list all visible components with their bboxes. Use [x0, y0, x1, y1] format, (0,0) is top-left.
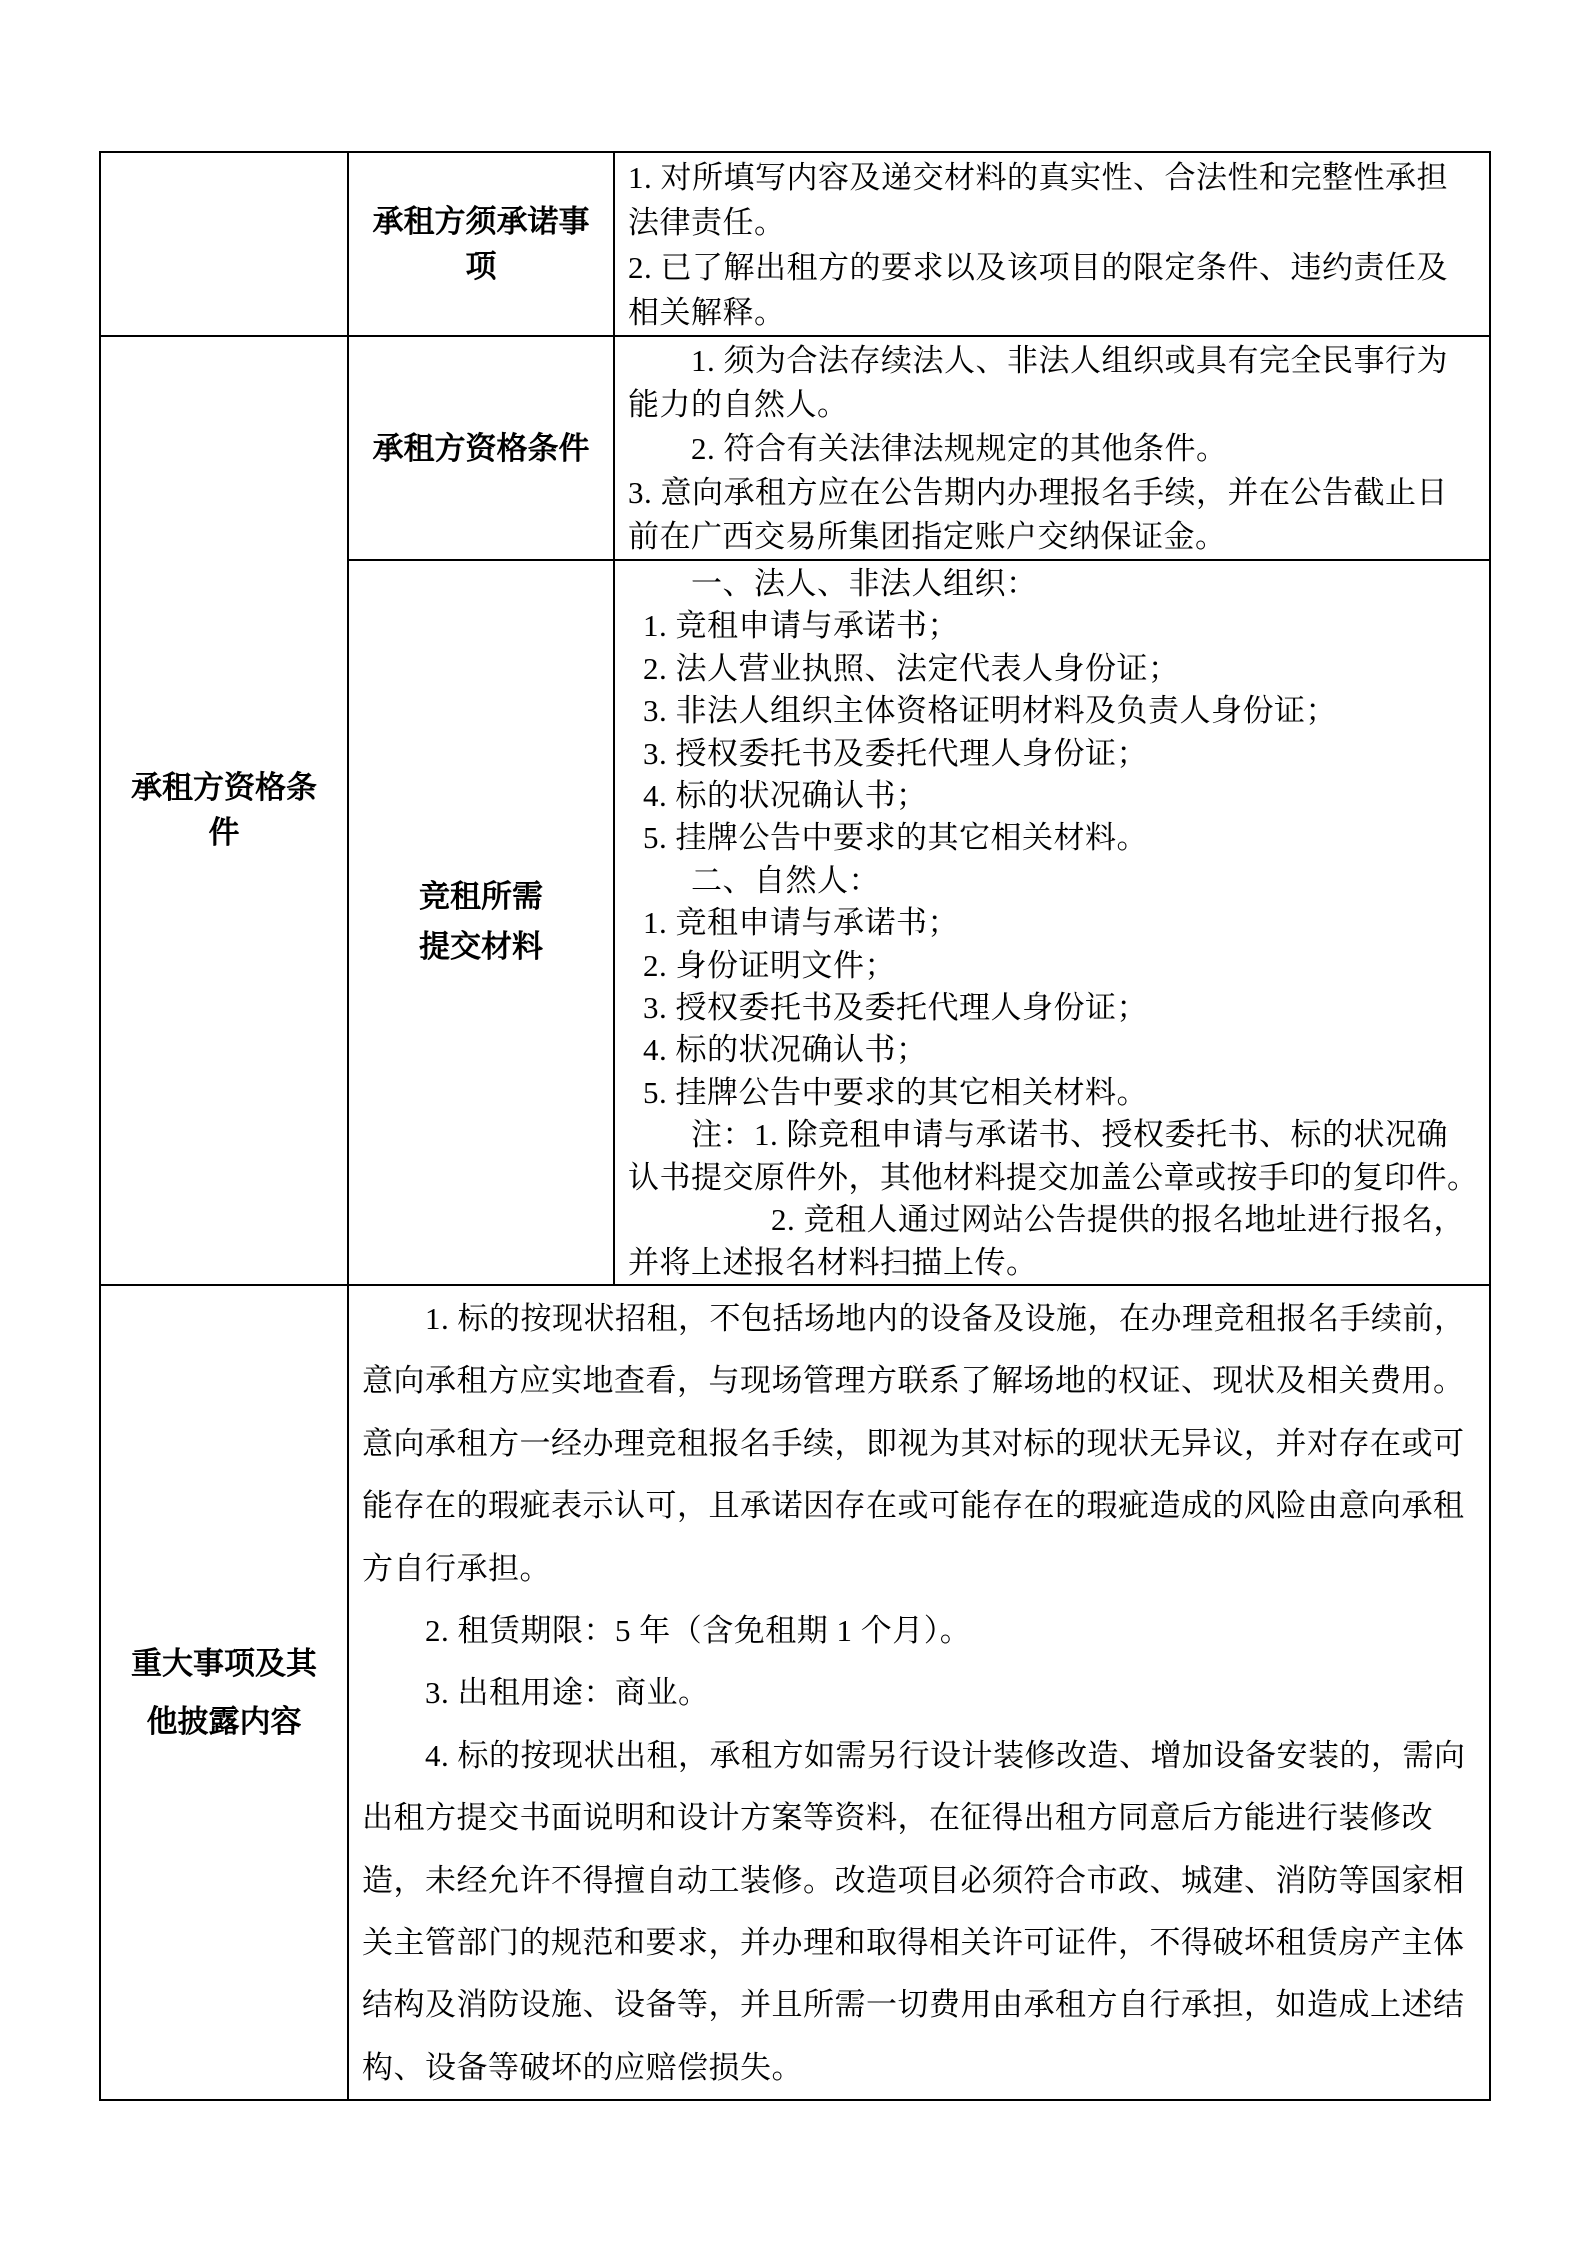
text-line: 相关解释。: [628, 295, 786, 330]
text-line: 3. 授权委托书及委托代理人身份证；: [643, 735, 1148, 771]
materials-text-block: [615, 561, 1489, 1284]
cell-materials-content: [614, 560, 1490, 1285]
disclosure-table: [99, 151, 1491, 2101]
cell-commitment-label: [348, 152, 614, 336]
text-line: 3. 非法人组织主体资格证明材料及负责人身份证；: [643, 693, 1337, 729]
commitment-text-block: [615, 153, 1489, 335]
text-line: 构、设备等破坏的应赔偿损失。: [362, 2049, 803, 2085]
cell-commitment-content: [614, 152, 1490, 336]
text-line: 2. 法人营业执照、法定代表人身份证；: [643, 650, 1180, 686]
text-line: 出租方提交书面说明和设计方案等资料，在征得出租方同意后方能进行装修改: [362, 1800, 1433, 1836]
text-line: 关主管部门的规范和要求，并办理和取得相关许可证件，不得破坏租赁房产主体: [362, 1924, 1465, 1960]
cell-major-matters-label: [100, 1285, 348, 2100]
text-line: 3. 授权委托书及委托代理人身份证；: [643, 990, 1148, 1026]
text-line: 3. 意向承租方应在公告期内办理报名手续，并在公告截止日: [628, 475, 1448, 510]
text-line: 4. 标的状况确认书；: [643, 778, 928, 814]
cell-qualification-group-label: [100, 336, 348, 1285]
label-line: 承租方资格条: [131, 770, 317, 806]
text-line: 2. 竞租人通过网站公告提供的报名地址进行报名，: [771, 1202, 1465, 1238]
text-line: 2. 租赁期限：5 年（含免租期 1 个月）。: [425, 1612, 972, 1648]
qualification-text-block: [615, 337, 1489, 559]
text-line: 4. 标的按现状出租，承租方如需另行设计装修改造、增加设备安装的，需向: [425, 1737, 1466, 1773]
label-line: 提交材料: [419, 929, 543, 965]
text-line: 注：1. 除竞租申请与承诺书、授权委托书、标的状况确: [691, 1117, 1448, 1153]
label-line: 他披露内容: [146, 1703, 302, 1739]
text-line: 前在广西交易所集团指定账户交纳保证金。: [628, 519, 1227, 554]
text-line: 法律责任。: [628, 205, 786, 240]
cell-empty-top-left: [100, 152, 348, 336]
text-line: 5. 挂牌公告中要求的其它相关材料。: [643, 820, 1148, 856]
cell-qualification-label: [348, 336, 614, 560]
text-line: 二、自然人：: [691, 862, 880, 898]
text-line: 2. 符合有关法律法规规定的其他条件。: [691, 431, 1228, 466]
label-line: 承租方须承诺事: [372, 204, 590, 239]
text-line: 3. 出租用途：商业。: [425, 1675, 710, 1711]
text-line: 意向承租方一经办理竞租报名手续，即视为其对标的现状无异议，并对存在或可: [362, 1425, 1465, 1461]
text-line: 并将上述报名材料扫描上传。: [628, 1244, 1038, 1280]
label-line: 件: [208, 815, 240, 851]
text-line: 方自行承担。: [362, 1550, 551, 1586]
text-line: 结构及消防设施、设备等，并且所需一切费用由承租方自行承担，如造成上述结: [362, 1987, 1465, 2023]
cell-qualification-content: [614, 336, 1490, 560]
text-line: 一、法人、非法人组织：: [691, 566, 1038, 601]
label-line: 竞租所需: [419, 879, 543, 915]
label-line: 重大事项及其: [131, 1645, 317, 1681]
text-line: 1. 标的按现状招租，不包括场地内的设备及设施，在办理竞租报名手续前，: [425, 1300, 1466, 1336]
cell-materials-label: [348, 560, 614, 1285]
text-line: 2. 身份证明文件；: [643, 947, 896, 983]
text-line: 造，未经允许不得擅自动工装修。改造项目必须符合市政、城建、消防等国家相: [362, 1862, 1465, 1898]
text-line: 4. 标的状况确认书；: [643, 1032, 928, 1068]
text-line: 2. 已了解出租方的要求以及该项目的限定条件、违约责任及: [628, 250, 1448, 285]
cell-major-matters-content: [348, 1285, 1490, 2100]
text-line: 能力的自然人。: [628, 387, 849, 422]
text-line: 意向承租方应实地查看，与现场管理方联系了解场地的权证、现状及相关费用。: [362, 1363, 1465, 1399]
text-line: 1. 对所填写内容及递交材料的真实性、合法性和完整性承担: [628, 160, 1448, 195]
major-matters-text-block: [349, 1286, 1489, 2099]
text-line: 1. 须为合法存续法人、非法人组织或具有完全民事行为: [691, 343, 1448, 378]
text-line: 认书提交原件外，其他材料提交加盖公章或按手印的复印件。: [628, 1159, 1479, 1195]
label-line: 承租方资格条件: [372, 430, 590, 466]
text-line: 1. 竞租申请与承诺书；: [643, 608, 959, 644]
text-line: 5. 挂牌公告中要求的其它相关材料。: [643, 1074, 1148, 1110]
label-line: 项: [465, 249, 497, 284]
text-line: 1. 竞租申请与承诺书；: [643, 905, 959, 941]
text-line: 能存在的瑕疵表示认可，且承诺因存在或可能存在的瑕疵造成的风险由意向承租: [362, 1488, 1465, 1524]
